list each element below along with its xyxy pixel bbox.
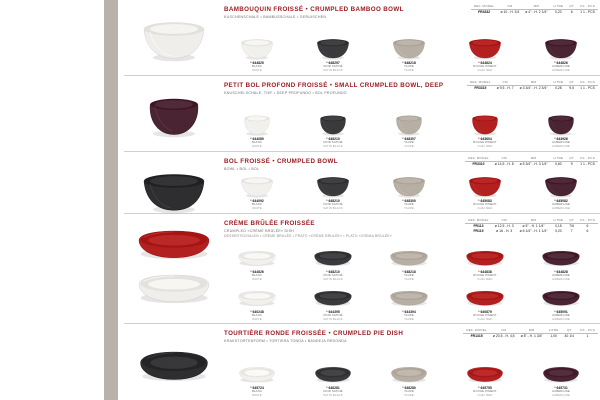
spec-header: MM [517,156,551,161]
product-shape [465,38,505,60]
variant-name: ROUGE PIMENT CHILI RED [473,202,497,210]
left-grey-band [104,0,118,400]
product-shape [389,247,429,269]
product-shape [237,287,277,309]
spec-mm: ø 8" - H. 1 3/4" [520,334,543,339]
variant-ref: * 645724 [250,386,264,391]
section-title: PETIT BOL PROFOND FROISSÉ • SMALL CRUMPLED BOWL, DEEP [224,82,444,89]
spec-cs: 1 [586,334,589,339]
variant-image [220,361,294,385]
product-shape [389,114,429,136]
variant-name: ROUGE PIMENT CHILI RED [473,64,497,72]
product-section [124,324,600,400]
product-shape [541,114,581,136]
spec-header: CM [497,4,522,9]
spec-qt: 7/6 [569,224,574,229]
product-shape [541,287,581,309]
spec-ref: FR3310 [472,162,485,167]
spec-litre: 0,20 [555,10,562,15]
variant-ref: * 648210 [326,199,340,204]
spec-header: MM [517,80,551,85]
variant-image [372,245,446,269]
variant-name: TAUPE TAUPE [404,140,414,148]
variant-image [372,361,446,385]
section-subtitle: CRUMPLED «CRÈME BRÛLÉE» DISH [224,228,295,233]
product-sections [124,0,600,400]
product-shape [313,176,353,198]
variant-item[interactable] [372,245,446,281]
section-title: CRÈME BRÛLÉE FROISSÉE [224,220,315,227]
variant-image [296,36,370,60]
spec-row [467,85,598,90]
variant-item[interactable] [524,174,598,210]
product-section [124,214,600,324]
spec-mm: ø 5 3/4" - H. 3 1/4" [519,162,548,167]
section-subtitle: KUSCHENSCHALE • BAMBUSSCHALE • GERUISCHEN [224,14,327,19]
spec-mm: ø 4" - H. 2 1/4" [525,10,548,15]
variant-image [524,245,598,269]
product-section [124,152,600,214]
variant-name: TAUPE TAUPE [404,389,414,397]
variant-image [220,174,294,198]
variant-item[interactable] [524,36,598,72]
variant-name: AUBERGINE AUBERGINE [552,313,570,321]
variant-image [372,285,446,309]
product-shape [237,363,277,385]
variant-name: AUBERGINE AUBERGINE [552,389,570,397]
variant-name: TAUPE TAUPE [404,202,414,210]
variant-ref: * 648210 [326,270,340,275]
product-shape [136,344,212,386]
variant-image [220,285,294,309]
variant-ref: * 644838 [478,270,492,275]
variant-name: ROUGE PIMENT CHILI RED [473,313,497,321]
variant-ref: * 643926 [554,137,568,142]
spec-qt: 9,5 [569,86,574,91]
product-shape [136,226,212,262]
variant-item[interactable] [524,245,598,281]
spec-header: CM [494,80,517,85]
product-shape [136,172,212,214]
spec-ref: FR1315 [470,334,483,339]
product-shape [237,176,277,198]
variant-image [448,285,522,309]
spec-ref: FR3332 [478,10,491,15]
spec-header: QT [566,156,577,161]
spec-header: QT [566,4,577,9]
variant-ref: * 640248 [250,310,264,315]
spec-row [471,9,598,14]
spec-litre: 0,15 [555,224,562,229]
product-shape [237,114,277,136]
variant-image [372,174,446,198]
variant-item[interactable] [372,174,446,210]
spec-row [465,161,598,166]
product-shape [389,176,429,198]
spec-mm: ø 3 3/4" - H. 2 3/4" [519,86,548,91]
variant-ref: * 644092 [250,199,264,204]
spec-row [465,228,598,233]
section-subtitle: KRAKSTORTENFORM • TORTIERA TONDA • BANDEJA REDONDA [224,338,347,343]
spec-qt: 7 [570,229,573,234]
variant-item[interactable] [296,245,370,281]
variant-image [448,112,522,136]
spec-header: CS - PCS [577,80,598,85]
variant-ref: * 644825 [250,61,264,66]
left-margin [0,0,118,400]
variant-item[interactable] [372,285,446,321]
variant-item[interactable] [524,285,598,321]
variant-ref: * 648300 [402,199,416,204]
hero-image [130,220,218,317]
variant-item[interactable] [524,112,598,148]
variant-image [524,36,598,60]
section-title: BAMBOUQUIN FROISSÉ • CRUMPLED BAMBOO BOWL [224,6,404,13]
variant-image [524,285,598,309]
variant-image [296,245,370,269]
spec-header: QT [566,218,577,223]
variant-item[interactable] [220,174,294,210]
spec-cm: ø 10 - H. 5,5 [500,10,520,15]
spec-table [465,156,598,166]
spec-header: MM [522,4,550,9]
variant-ref: * 648280 [402,386,416,391]
variant-row [220,245,598,281]
variant-item[interactable] [220,245,294,281]
variant-ref: * 648218 [402,61,416,66]
spec-qt: 6 [570,10,573,15]
variant-name: NOIR SATINÉ SATIN BLACK [323,140,343,148]
section-subtitle: KNUSCHELSCHALE, TIEF • DEEP PROFUNDO • BOL PROFUNDO [224,90,347,95]
spec-mm: ø 6 1/4" - H. 1 1/4" [519,229,548,234]
spec-mm: ø 5" - H. 1 1/4" [522,224,545,229]
variant-name: NOIR SATINÉ SATIN BLACK [323,273,343,281]
spec-litre: 0,28 [555,86,562,91]
variant-ref: * 640879 [478,310,492,315]
spec-header: CM [490,328,518,333]
product-shape [313,363,353,385]
variant-ref: * 648297 [326,61,340,66]
variant-name: ROUGE PIMENT CHILI RED [473,389,497,397]
spec-header: MM [518,328,546,333]
variant-ref: * 645083 [478,199,492,204]
variant-image [296,112,370,136]
variant-name: NOIR SATINÉ SATIN BLACK [323,313,343,321]
hero-image [130,82,218,145]
spec-table [471,4,598,14]
variant-name: BLANC WHITE [251,140,263,148]
variant-name: NOIR SATINÉ SATIN BLACK [323,64,343,72]
variant-image [220,245,294,269]
variant-ref: * 648210 [326,137,340,142]
variant-item[interactable] [296,112,370,148]
variant-item[interactable] [372,112,446,148]
spec-header: QT [566,80,577,85]
variant-name: AUBERGINE AUBERGINE [552,273,570,281]
section-title: BOL FROISSÉ • CRUMPLED BOWL [224,158,338,165]
spec-header: LITRE [551,156,567,161]
variant-ref: * 643604 [478,137,492,142]
spec-header: CM [492,156,517,161]
variant-item[interactable] [448,36,522,72]
hero-image [130,158,218,207]
spec-cs: 1 1 - PCS [580,10,595,15]
spec-header: CS - PCS [577,4,598,9]
variant-ref: * 645082 [554,199,568,204]
variant-image [296,174,370,198]
spec-litre: 1,00 [550,334,557,339]
variant-item[interactable] [220,361,294,397]
variant-image [524,112,598,136]
variant-item[interactable] [448,174,522,210]
variant-image [296,285,370,309]
spec-header: LITRE [550,218,566,223]
spec-header: QT [562,328,577,333]
product-shape [541,176,581,198]
spec-litre: 0,20 [555,229,562,234]
variant-image [448,361,522,385]
variant-row [220,361,598,397]
product-shape [465,176,505,198]
variant-item[interactable] [220,285,294,321]
spec-header: CS - PCS [577,156,598,161]
spec-cs: 1 1 - PCS [580,162,595,167]
variant-item[interactable] [448,285,522,321]
variant-item[interactable] [448,361,522,397]
variant-image [448,174,522,198]
product-shape [313,287,353,309]
spec-table [467,80,598,90]
variant-image [372,112,446,136]
variant-image [524,361,598,385]
variant-ref: * 644826 [250,270,264,275]
spec-cs: 6 [586,224,589,229]
spec-cm: ø 16 - H. 3 [496,229,513,234]
variant-ref: * 648281 [326,386,340,391]
spec-header: LITRE [546,328,562,333]
variant-item[interactable] [296,36,370,72]
product-shape [237,247,277,269]
product-shape [541,247,581,269]
spec-header: LITRE [550,80,566,85]
spec-qt: 40 1/4 [564,334,574,339]
product-shape [313,114,353,136]
variant-row [220,36,598,72]
variant-ref: * 645091 [554,310,568,315]
variant-name: NOIR SATINÉ SATIN BLACK [323,389,343,397]
variant-item[interactable] [220,112,294,148]
variant-item[interactable] [372,36,446,72]
variant-ref: * 644828 [554,270,568,275]
variant-item[interactable] [448,245,522,281]
product-section [124,0,600,76]
hero-image [130,330,218,394]
variant-ref: * 644826 [554,61,568,66]
spec-ref: FR113 [473,224,484,229]
product-shape [136,96,212,138]
variant-item[interactable] [296,361,370,397]
hero-image [130,6,218,69]
variant-item[interactable] [448,112,522,148]
spec-cm: ø 9,5 - H. 7 [496,86,514,91]
variant-name: AUBERGINE AUBERGINE [552,202,570,210]
product-shape [389,287,429,309]
variant-ref: * 644824 [478,61,492,66]
spec-row [463,333,598,338]
variant-image [448,245,522,269]
product-shape [541,363,581,385]
variant-ref: * 644395 [326,310,340,315]
spec-litre: 0,60 [555,162,562,167]
spec-header: REF. MODEL [465,218,492,223]
spec-cs: 6 [586,229,589,234]
section-subtitle: BOWL • BOL • BOL [224,166,260,171]
variant-name: BLANC WHITE [251,273,263,281]
variant-name: ROUGE PIMENT CHILI RED [473,273,497,281]
variant-name: BLANC WHITE [251,64,263,72]
variant-ref: * 648307 [402,137,416,142]
spec-header: REF. MODEL [467,80,494,85]
spec-table [465,218,598,233]
product-shape [313,247,353,269]
variant-name: NOIR SATINÉ SATIN BLACK [323,202,343,210]
variant-name: TAUPE TAUPE [404,313,414,321]
spec-cm: ø 14,5 - H. 8 [494,162,514,167]
variant-row [220,112,598,148]
spec-header: REF. MODEL [471,4,498,9]
variant-ref: * 645731 [554,386,568,391]
spec-table [463,328,598,338]
product-shape [237,38,277,60]
product-shape [136,20,212,62]
variant-name: AUBERGINE AUBERGINE [552,140,570,148]
product-section [124,76,600,152]
variant-name: BLANC WHITE [251,389,263,397]
spec-header: CS - PCS [577,218,598,223]
variant-image [448,36,522,60]
spec-cs: 1 1 - PCS [580,86,595,91]
variant-ref: * 644394 [402,310,416,315]
section-title: TOURTIÈRE RONDE FROISSÉE • CRUMPLED PIE DISH [224,330,404,337]
product-shape [389,38,429,60]
spec-ref: FR119 [473,229,484,234]
variant-name: AUBERGINE AUBERGINE [552,64,570,72]
spec-cm: ø 12,5 - H. 3 [494,224,514,229]
spec-cm: ø 20,5 - H. 4,5 [492,334,515,339]
variant-image [220,112,294,136]
product-shape [465,247,505,269]
variant-name: TAUPE TAUPE [404,273,414,281]
spec-ref: FR3315 [474,86,487,91]
product-shape [313,38,353,60]
spec-header: REF. MODEL [463,328,490,333]
spec-qt: 9 [570,162,573,167]
variant-row [220,174,598,210]
variant-ref: * 645755 [478,386,492,391]
variant-image [524,174,598,198]
variant-name: ROUGE PIMENT CHILI RED [473,140,497,148]
spec-header: CS - PCS [577,328,598,333]
variant-image [296,361,370,385]
variant-item[interactable] [296,174,370,210]
product-shape [541,38,581,60]
variant-name: TAUPE TAUPE [404,64,414,72]
spec-header: REF. MODEL [465,156,492,161]
variant-item[interactable] [372,361,446,397]
variant-image [220,36,294,60]
variant-name: BLANC WHITE [251,202,263,210]
variant-item[interactable] [524,361,598,397]
variant-ref: * 644089 [250,137,264,142]
variant-item[interactable] [296,285,370,321]
variant-row [220,285,598,321]
variant-name: BLANC WHITE [251,313,263,321]
spec-header: CM [492,218,517,223]
product-shape [136,270,212,306]
spec-header: LITRE [551,4,567,9]
product-shape [465,114,505,136]
spec-header: MM [517,218,551,223]
variant-item[interactable] [220,36,294,72]
variant-image [372,36,446,60]
product-shape [465,363,505,385]
variant-ref: * 648218 [402,270,416,275]
section-subtitle-alt: DESSERTSCHALEN • CRÈME BRULÉE • PRATO «CRÈME BRULÉE» • PLATO «CREMA BRULÉE» [224,233,392,238]
product-shape [389,363,429,385]
product-shape [465,287,505,309]
